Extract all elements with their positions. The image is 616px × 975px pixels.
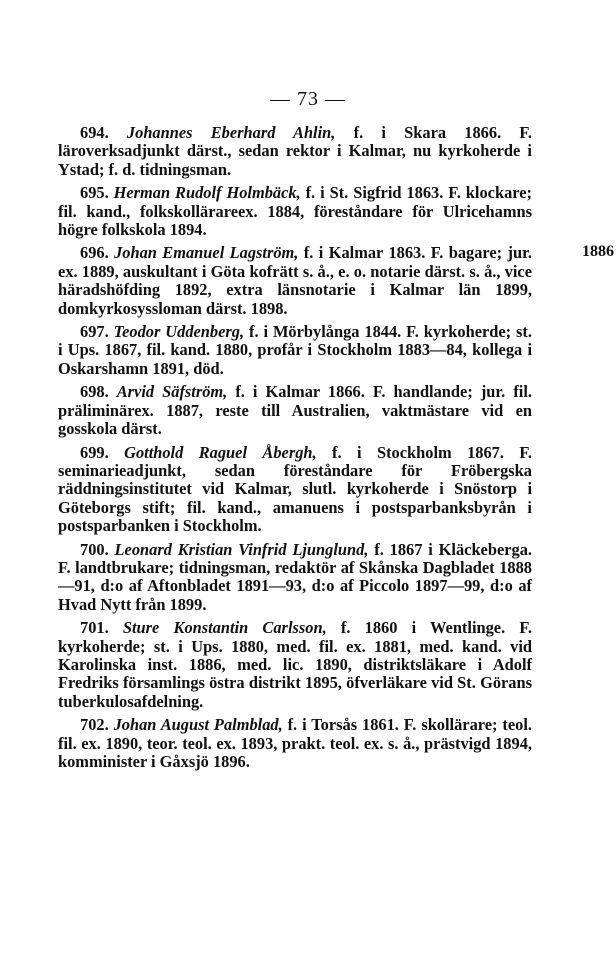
entry-text: f. 1867 i Kläckeberga. F. landtbrukare; tidningsman, redaktör af Skånska Dagbladet 1888—91, d:o af Aftonbladet 1891—93, d:o af Piccolo 1897—99, d:o af Hvad Nytt från 1899. — [58, 539, 532, 614]
entry-name: Johannes Eberhard Ahlin, — [126, 123, 336, 142]
entry-name: Arvid Säfström, — [116, 382, 228, 402]
list-item — [58, 541, 532, 615]
list-item — [58, 716, 532, 771]
entry-name: Johan August Palmblad, — [113, 715, 283, 735]
page-number: — 73 — — [270, 88, 346, 110]
entry-text: f. 1860 i Wentlinge. F. kyrkoherde; st. i Ups. 1880, med. fil. ex. 1881, med. kand. vid Karolinska inst. 1886, med. lic. 1890, distriktsläkare i Adolf Fredriks församlings östra distrikt 1895, öfverläkare vid St. Görans tuberkulosafdelning. — [58, 618, 532, 711]
entry-name: Herman Rudolf Holmbäck, — [113, 183, 301, 203]
list-item — [58, 244, 532, 318]
entry-number: 697. — [80, 322, 109, 342]
margin-note: 1886 — [582, 243, 614, 260]
entry-number: 701. — [80, 618, 109, 638]
list-item — [58, 444, 532, 536]
entry-text: f. i Torsås 1861. F. skollärare; teol. fil. ex. 1890, teor. teol. ex. 1893, prakt. teol. ex. s. å., prästvigd 1894, komminister i Gåxsjö 1896. — [58, 715, 532, 771]
list-item — [58, 124, 532, 179]
entry-text: f. i Stockholm 1867. F. seminarieadjunkt, sedan föreståndare för Fröbergska räddningsinstitutet vid Kalmar, slutl. kyrkoherde i Snöstorp i Göteborgs stift; fil. kand., amanuens i postsparbanksbyrån i postsparbanken i Stockholm. — [58, 442, 532, 536]
entry-text: f. i St. Sigfrid 1863. F. klockare; fil. kand., folkskollärareex. 1884, föreståndare för Ulricehamns högre folkskola 1894. — [58, 183, 532, 240]
entry-name: Leonard Kristian Vinfrid Ljunglund, — [114, 539, 369, 559]
entry-number: 698. — [80, 382, 109, 402]
entries-column — [58, 124, 532, 776]
entry-name: Sture Konstantin Carlsson, — [122, 618, 327, 638]
entry-text: f. i Mörbylånga 1844. F. kyrkoherde; st. i Ups. 1867, fil. kand. 1880, profår i Stockholm 1883—84, kollega i Oskarshamn 1891, död. — [58, 322, 532, 378]
list-item — [58, 323, 532, 378]
entry-name: Teodor Uddenberg, — [113, 322, 245, 342]
entry-number: 696. — [80, 243, 109, 263]
entry-text: f. i Skara 1866. F. läroverksadjunkt därst., sedan rektor i Kalmar, nu kyrkoherde i Ystad; f. d. tidningsman. — [58, 123, 532, 179]
entry-number: 694. — [80, 123, 109, 142]
entry-text: f. i Kalmar 1866. F. handlande; jur. fil. präliminärex. 1887, reste till Australien, vaktmästare vid en gosskola därst. — [58, 382, 532, 439]
list-item — [58, 383, 532, 438]
entry-name: Johan Emanuel Lagström, — [114, 243, 299, 263]
entry-number: 695. — [80, 183, 109, 203]
list-item — [58, 619, 532, 711]
list-item — [58, 184, 532, 239]
entry-name: Gotthold Raguel Åbergh, — [124, 442, 317, 462]
entry-text: f. i Kalmar 1863. F. bagare; jur. ex. 1889, auskultant i Göta kofrätt s. å., e. o. notarie därst. s. å., vice häradshöfding 1892, extra länsnotarie i Kalmar län 1899, domkyrkosyssloman därst. 1898. — [58, 243, 532, 318]
entry-number: 702. — [80, 715, 109, 735]
entry-number: 700. — [80, 539, 109, 559]
entry-number: 699. — [80, 442, 109, 462]
